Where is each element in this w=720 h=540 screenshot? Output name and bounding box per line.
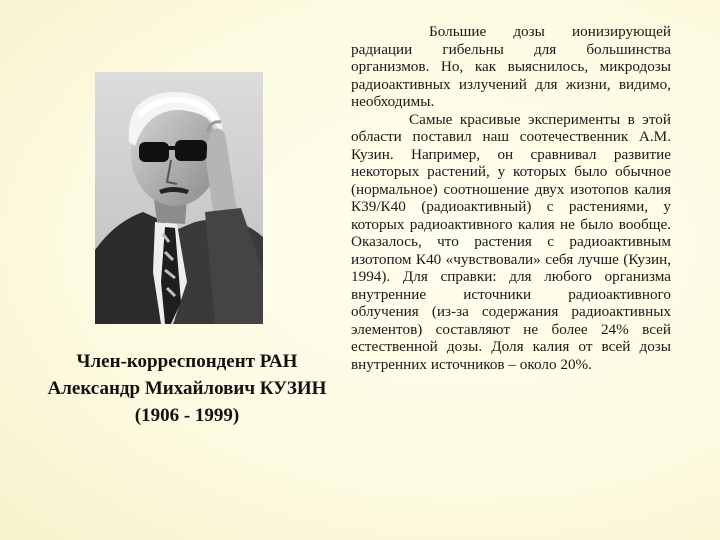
caption-name: Александр Михайлович КУЗИН [47,378,327,399]
body-text [351,23,671,373]
portrait-drawing [95,72,263,324]
caption-years: (1906 - 1999) [134,405,240,426]
portrait-photo [95,72,263,324]
paragraph-intro: Большие дозы ионизирующей радиации гибельны для большинства организмов. Но, как выяснилось, микродозы радиоактивных излучений для жизни, видимо, необходимы. [351,23,671,110]
caption-title: Член-корреспондент РАН [76,351,298,372]
portrait-caption [28,348,346,429]
paragraph-experiments: Самые красивые эксперименты в этой области поставил наш соотечественник А.М. Кузин. Например, он сравнивал развитие некоторых растений, у которых было обычное (нормальное) соотношение двух изотопов калия К39/К40 (радиоактивный) с растениями, у которых радиоактивного калия не было вообще. Оказалось, что растения с радиоактивным изотопом К40 «чувствовали» себя лучше (Кузин, 1994). Для справки: для любого организма внутренние источники радиоактивного облучения (из-за содержания радиоактивных элементов) составляют не более 24% всей естественной дозы. Доля калия от всей дозы внутренних источников – около 20%. [351,110,671,373]
